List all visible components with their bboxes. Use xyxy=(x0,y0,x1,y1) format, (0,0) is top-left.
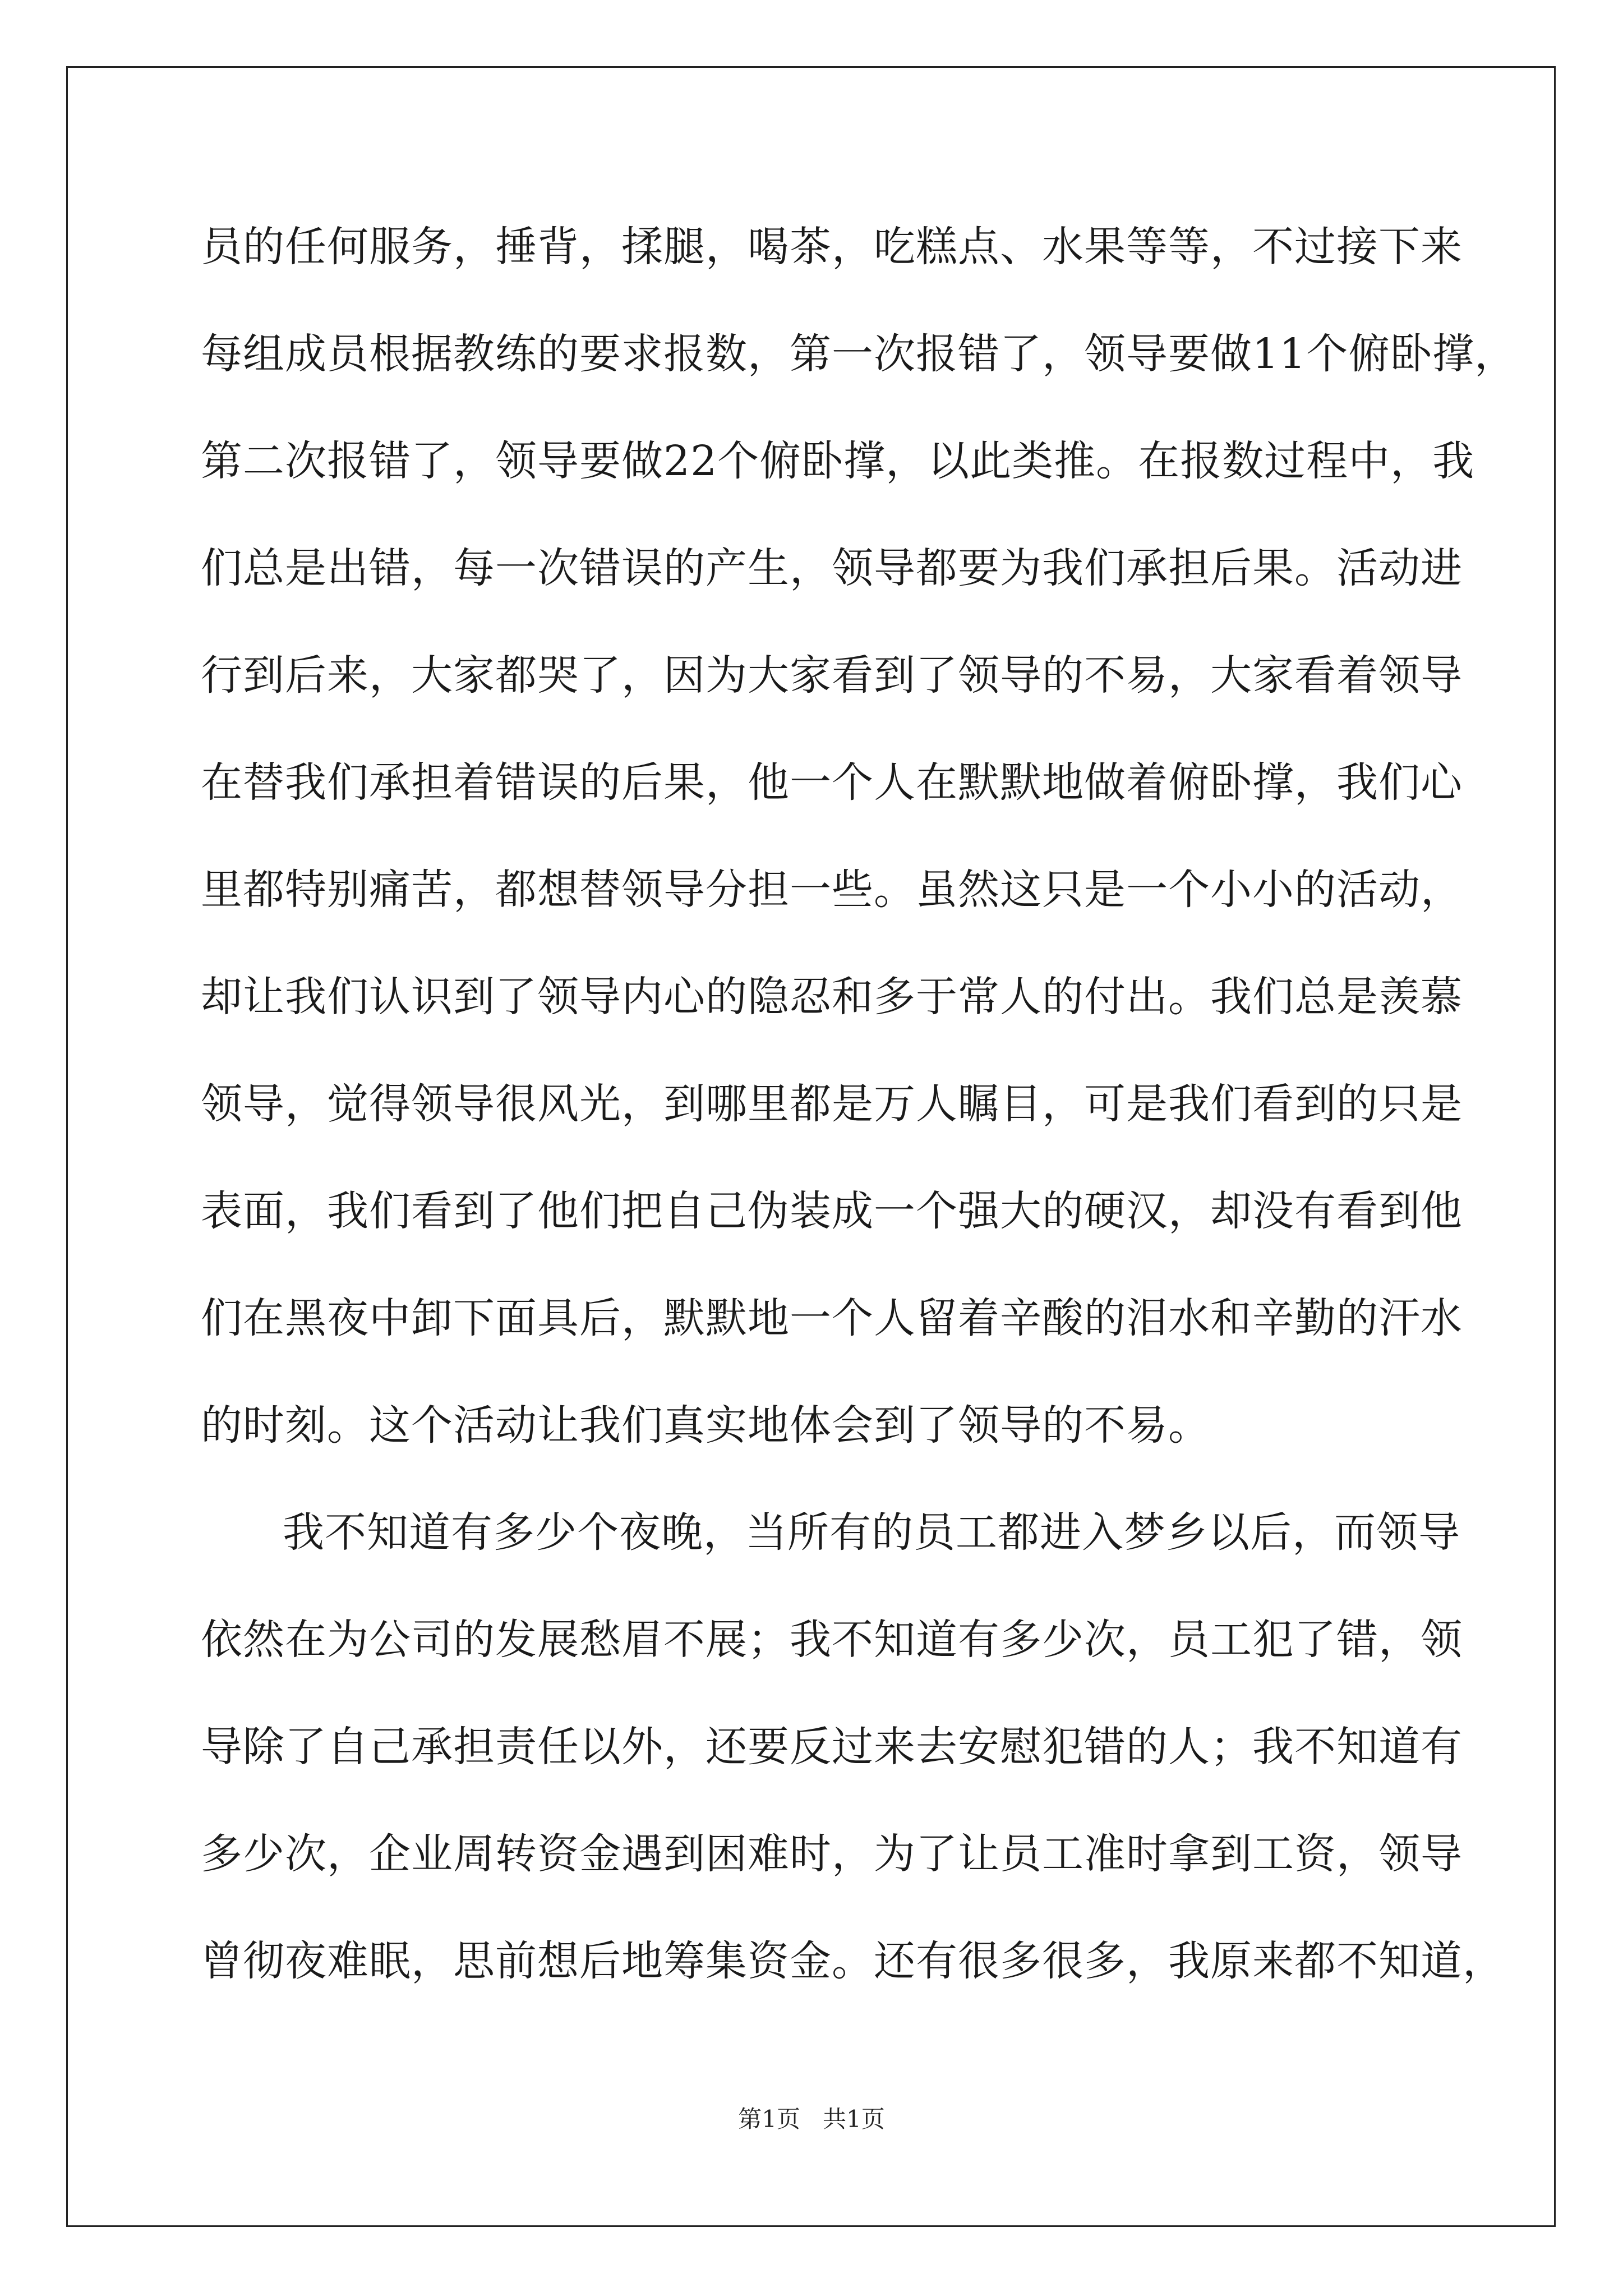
text-line: 依然在为公司的发展愁眉不展；我不知道有多少次，员工犯了错，领 xyxy=(201,1616,1463,1664)
text-line: 导除了自己承担责任以外，还要反过来去安慰犯错的人；我不知道有 xyxy=(201,1723,1463,1771)
text-line: 表面，我们看到了他们把自己伪装成一个强大的硬汉，却没有看到他 xyxy=(201,1187,1463,1235)
text-line: 多少次，企业周转资金遇到困难时，为了让员工准时拿到工资，领导 xyxy=(201,1830,1463,1878)
text-line: 的时刻。这个活动让我们真实地体会到了领导的不易。 xyxy=(201,1401,1210,1450)
page-border xyxy=(66,66,1556,2227)
page-number-footer: 第1页 共1页 xyxy=(738,2105,885,2133)
text-line: 却让我们认识到了领导内心的隐忍和多于常人的付出。我们总是羡慕 xyxy=(201,973,1463,1021)
text-line: 在替我们承担着错误的后果，他一个人在默默地做着俯卧撑，我们心 xyxy=(201,758,1463,807)
text-line: 们总是出错，每一次错误的产生，领导都要为我们承担后果。活动进 xyxy=(201,544,1463,592)
text-line: 们在黑夜中卸下面具后，默默地一个人留着辛酸的泪水和辛勤的汗水 xyxy=(201,1294,1463,1342)
text-line: 领导，觉得领导很风光，到哪里都是万人瞩目，可是我们看到的只是 xyxy=(201,1080,1463,1128)
paragraph-first-line: 我不知道有多少个夜晚，当所有的员工都进入梦乡以后，而领导 xyxy=(283,1508,1460,1557)
text-line: 第二次报错了，领导要做22个俯卧撑，以此类推。在报数过程中，我 xyxy=(201,437,1475,485)
text-line: 每组成员根据教练的要求报数，第一次报错了，领导要做11个俯卧撑， xyxy=(201,330,1517,378)
text-line: 曾彻夜难眠，思前想后地筹集资金。还有很多很多，我原来都不知道， xyxy=(201,1937,1505,1985)
text-line: 里都特别痛苦，都想替领导分担一些。虽然这只是一个小小的活动， xyxy=(201,866,1463,914)
text-line: 员的任何服务，捶背，揉腿，喝茶，吃糕点、水果等等，不过接下来 xyxy=(201,223,1463,271)
text-line: 行到后来，大家都哭了，因为大家看到了领导的不易，大家看着领导 xyxy=(201,651,1463,700)
